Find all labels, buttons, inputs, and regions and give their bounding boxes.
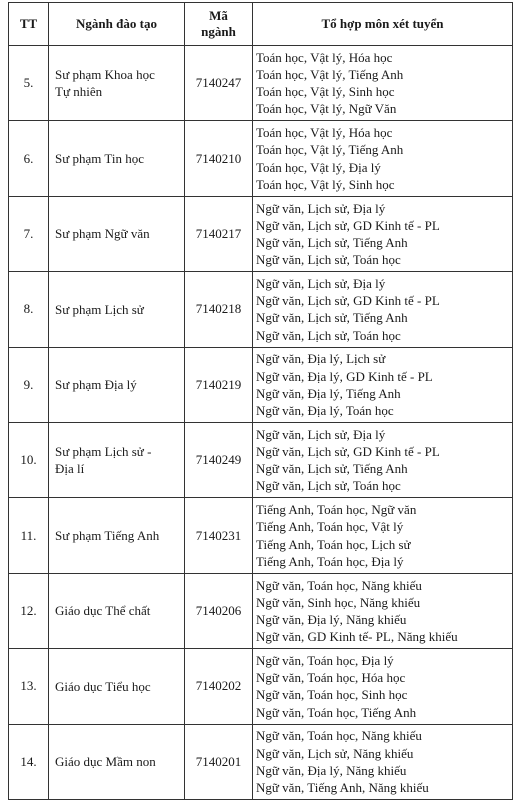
row-number: 14. [9, 724, 49, 799]
major-code: 7140247 [185, 46, 253, 121]
subject-combo-line: Toán học, Vật lý, Tiếng Anh [256, 66, 404, 82]
major-code: 7140219 [185, 347, 253, 422]
subject-combo-line: Ngữ văn, Toán học, Hóa học [256, 670, 406, 686]
major-name-line: Địa lí [55, 461, 85, 477]
subject-combo-line: Ngữ văn, Lịch sử, Toán học [256, 252, 401, 268]
subject-combo-line: Toán học, Vật lý, Sinh học [256, 84, 395, 100]
subject-combo-line: Ngữ văn, Tiếng Anh, Năng khiếu [256, 779, 429, 795]
table-row [9, 422, 513, 497]
table-row [9, 724, 513, 799]
major-name-line: Sư phạm Khoa học [55, 67, 155, 83]
major-name [49, 724, 185, 799]
subject-combo-line: Ngữ văn, Lịch sử, Tiếng Anh [256, 310, 408, 326]
header-code-line1: Mã [209, 8, 228, 23]
subject-combo-line: Ngữ văn, Lịch sử, Địa lý [256, 426, 386, 442]
subject-combo-line: Ngữ văn, Lịch sử, Địa lý [256, 200, 386, 216]
admissions-table [8, 2, 513, 800]
major-code: 7140217 [185, 196, 253, 271]
row-number: 11. [9, 498, 49, 573]
subject-combo-line: Ngữ văn, GD Kinh tế- PL, Năng khiếu [256, 629, 458, 645]
major-code: 7140201 [185, 724, 253, 799]
subject-combo-line: Ngữ văn, Sinh học, Năng khiếu [256, 594, 421, 610]
subject-combos [253, 573, 513, 648]
major-name [49, 121, 185, 196]
table-row [9, 498, 513, 573]
header-major-name: Ngành đào tạo [49, 3, 185, 46]
subject-combo-line: Ngữ văn, Lịch sử, GD Kinh tế - PL [256, 217, 440, 233]
major-name-line: Sư phạm Lịch sử [55, 301, 144, 317]
row-number: 6. [9, 121, 49, 196]
subject-combo-line: Ngữ văn, Toán học, Địa lý [256, 652, 394, 668]
major-code: 7140249 [185, 422, 253, 497]
major-name-line: Giáo dục Tiểu học [55, 678, 151, 694]
table-row [9, 272, 513, 347]
subject-combos [253, 498, 513, 573]
subject-combos [253, 649, 513, 724]
subject-combo-line: Ngữ văn, Lịch sử, GD Kinh tế - PL [256, 293, 440, 309]
subject-combo-line: Ngữ văn, Toán học, Năng khiếu [256, 577, 422, 593]
subject-combo-line: Toán học, Vật lý, Ngữ Văn [256, 101, 397, 117]
subject-combo-line: Ngữ văn, Lịch sử, Năng khiếu [256, 745, 414, 761]
major-name-line: Sư phạm Tin học [55, 151, 145, 167]
subject-combo-line: Ngữ văn, Lịch sử, Tiếng Anh [256, 234, 408, 250]
row-number: 10. [9, 422, 49, 497]
subject-combo-line: Toán học, Vật lý, Địa lý [256, 159, 381, 175]
subject-combo-line: Ngữ văn, Lịch sử, Toán học [256, 327, 401, 343]
major-name [49, 46, 185, 121]
table-header [9, 3, 513, 46]
row-number: 7. [9, 196, 49, 271]
subject-combo-line: Ngữ văn, Địa lý, Lịch sử [256, 351, 386, 367]
subject-combos [253, 196, 513, 271]
major-name-line: Sư phạm Lịch sử - [55, 444, 152, 460]
major-code: 7140206 [185, 573, 253, 648]
major-name-line: Sư phạm Tiếng Anh [55, 528, 160, 544]
major-name [49, 649, 185, 724]
header-subject-combos: Tổ hợp môn xét tuyển [253, 3, 513, 46]
subject-combo-line: Ngữ văn, Lịch sử, Địa lý [256, 275, 386, 291]
major-name [49, 573, 185, 648]
major-name [49, 196, 185, 271]
subject-combo-line: Ngữ văn, Lịch sử, Tiếng Anh [256, 461, 408, 477]
subject-combos [253, 724, 513, 799]
admissions-table-container [8, 2, 513, 800]
subject-combos [253, 121, 513, 196]
row-number: 5. [9, 46, 49, 121]
header-code-line2: ngành [201, 24, 236, 39]
table-row [9, 347, 513, 422]
table-row [9, 121, 513, 196]
subject-combo-line: Toán học, Vật lý, Sinh học [256, 176, 395, 192]
subject-combo-line: Tiếng Anh, Toán học, Địa lý [256, 553, 404, 569]
major-code: 7140210 [185, 121, 253, 196]
table-body [9, 46, 513, 800]
row-number: 9. [9, 347, 49, 422]
subject-combo-line: Tiếng Anh, Toán học, Vật lý [256, 519, 404, 535]
major-name-line: Sư phạm Ngữ văn [55, 226, 150, 242]
subject-combo-line: Toán học, Vật lý, Hóa học [256, 49, 393, 65]
subject-combos [253, 347, 513, 422]
row-number: 13. [9, 649, 49, 724]
major-code: 7140202 [185, 649, 253, 724]
subject-combo-line: Ngữ văn, Địa lý, Toán học [256, 402, 394, 418]
subject-combo-line: Ngữ văn, Lịch sử, GD Kinh tế - PL [256, 443, 440, 459]
major-code: 7140231 [185, 498, 253, 573]
major-name-line: Giáo dục Mầm non [55, 754, 156, 770]
header-tt: TT [9, 3, 49, 46]
major-name [49, 422, 185, 497]
subject-combo-line: Toán học, Vật lý, Tiếng Anh [256, 142, 404, 158]
subject-combo-line: Ngữ văn, Địa lý, Năng khiếu [256, 611, 407, 627]
table-row [9, 573, 513, 648]
major-name-line: Sư phạm Địa lý [55, 377, 137, 393]
subject-combo-line: Ngữ văn, Toán học, Sinh học [256, 687, 408, 703]
subject-combo-line: Ngữ văn, Toán học, Năng khiếu [256, 728, 422, 744]
major-name-line: Giáo dục Thể chất [55, 603, 151, 619]
header-major-code [185, 3, 253, 46]
subject-combo-line: Ngữ văn, Toán học, Tiếng Anh [256, 704, 417, 720]
table-row [9, 46, 513, 121]
subject-combos [253, 272, 513, 347]
subject-combo-line: Ngữ văn, Địa lý, Năng khiếu [256, 762, 407, 778]
major-name [49, 347, 185, 422]
major-name [49, 272, 185, 347]
row-number: 8. [9, 272, 49, 347]
major-name-line: Tự nhiên [55, 84, 103, 100]
subject-combo-line: Tiếng Anh, Toán học, Ngữ văn [256, 502, 417, 518]
subject-combos [253, 46, 513, 121]
major-code: 7140218 [185, 272, 253, 347]
row-number: 12. [9, 573, 49, 648]
subject-combos [253, 422, 513, 497]
subject-combo-line: Ngữ văn, Lịch sử, Toán học [256, 478, 401, 494]
subject-combo-line: Ngữ văn, Địa lý, Tiếng Anh [256, 385, 401, 401]
table-row [9, 196, 513, 271]
header-row [9, 3, 513, 46]
subject-combo-line: Ngữ văn, Địa lý, GD Kinh tế - PL [256, 368, 433, 384]
subject-combo-line: Toán học, Vật lý, Hóa học [256, 125, 393, 141]
table-row [9, 649, 513, 724]
major-name [49, 498, 185, 573]
subject-combo-line: Tiếng Anh, Toán học, Lịch sử [256, 536, 411, 552]
